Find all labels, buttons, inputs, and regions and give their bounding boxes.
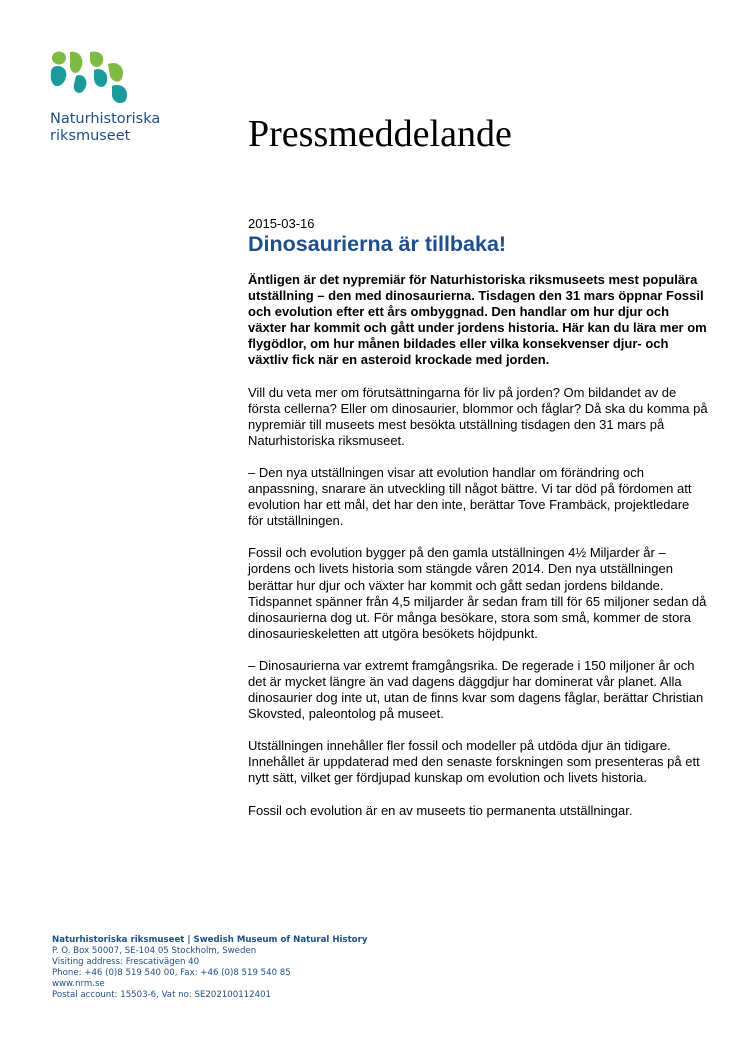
lead-paragraph: Äntligen är det nypremiär för Naturhistoriska riksmuseets mest populära utställning – den med dinosaurierna. Tisdagen den 31 mars öppnar Fossil och evolution efter ett års ombyggnad. Den handlar om hur djur och växter har kommit och gått under jordens historia. Här kan du lära mer om flygödlor, om hur månen bildades eller vilka konsekvenser djur- och växtliv fick när en asteroid krockade med jorden.: [248, 272, 707, 368]
body-paragraph: Utställningen innehåller fler fossil och modeller på utdöda djur än tidigare. Innehållet är uppdaterad med den senaste forskningen som presenteras på ett nytt sätt, vilket ger fördjupad kunskap om evolution och livets historia.: [248, 738, 700, 786]
org-name-line-1: Naturhistoriska: [50, 111, 161, 127]
body-paragraph: Fossil och evolution är en av museets tio permanenta utställningar.: [248, 802, 633, 818]
body-paragraph: Fossil och evolution bygger på den gamla utställningen 4½ Miljarder år – jordens och livets historia som stängde våren 2014. Den nya utställningen berättar hur djur och växter har kommit och gått sedan jordens bildande. Tidspannet spänner från 4,5 miljarder år sedan fram till för 65 miljoner sedan då dinosaurierna dog ut. För många besökare, stora som små, kommer de stora dinosaurieskeletten att utgöra besökets höjdpunkt.: [248, 545, 707, 641]
article-body: [248, 272, 708, 835]
footer-postal-address: P. O. Box 50007, SE-104 05 Stockholm, Sweden: [52, 946, 257, 957]
footer-title: Naturhistoriska riksmuseet | Swedish Museum of Natural History: [52, 935, 368, 945]
body-paragraph: – Den nya utställningen visar att evolution handlar om förändring och anpassning, snarare än utveckling till något bättre. Vi tar död på fördomen att evolution har ett mål, det har den inte, berättar Tove Frambäck, projektledare för utställningen.: [248, 464, 692, 529]
footer-website: www.nrm.se: [52, 979, 105, 990]
body-paragraph: – Dinosaurierna var extremt framgångsrika. De regerade i 150 miljoner år och det är mycket längre än vad dagens däggdjur har dominerat vår planet. Alla dinosaurier dog inte ut, utan de finns kvar som dagens fåglar, berättar Christian Skovsted, paleontolog på museet.: [248, 657, 704, 722]
naturhistoriska-riksmuseet-logo-icon: [50, 50, 130, 106]
document-type-title: Pressmeddelande: [248, 113, 512, 155]
body-paragraph: Vill du veta mer om förutsättningarna för liv på jorden? Om bildandet av de första cellerna? Eller om dinosaurier, blommor och fåglar? Då ska du komma på nypremiär till museets mest besökta utställning tisdagen den 31 mars på Naturhistoriska riksmuseet.: [248, 384, 708, 448]
footer-phone-fax: Phone: +46 (0)8 519 540 00, Fax: +46 (0)8 519 540 85: [52, 968, 291, 979]
footer-contact-info: [52, 935, 452, 1002]
footer-postal-account: Postal account: 15503-6, Vat no: SE202100112401: [52, 990, 272, 1001]
headline: Dinosaurierna är tillbaka!: [248, 232, 507, 256]
organization-name: [50, 111, 190, 145]
press-release-date: 2015-03-16: [248, 216, 315, 231]
footer-visiting-address: Visiting address: Frescativägen 40: [52, 957, 200, 968]
org-name-line-2: riksmuseet: [50, 128, 131, 144]
